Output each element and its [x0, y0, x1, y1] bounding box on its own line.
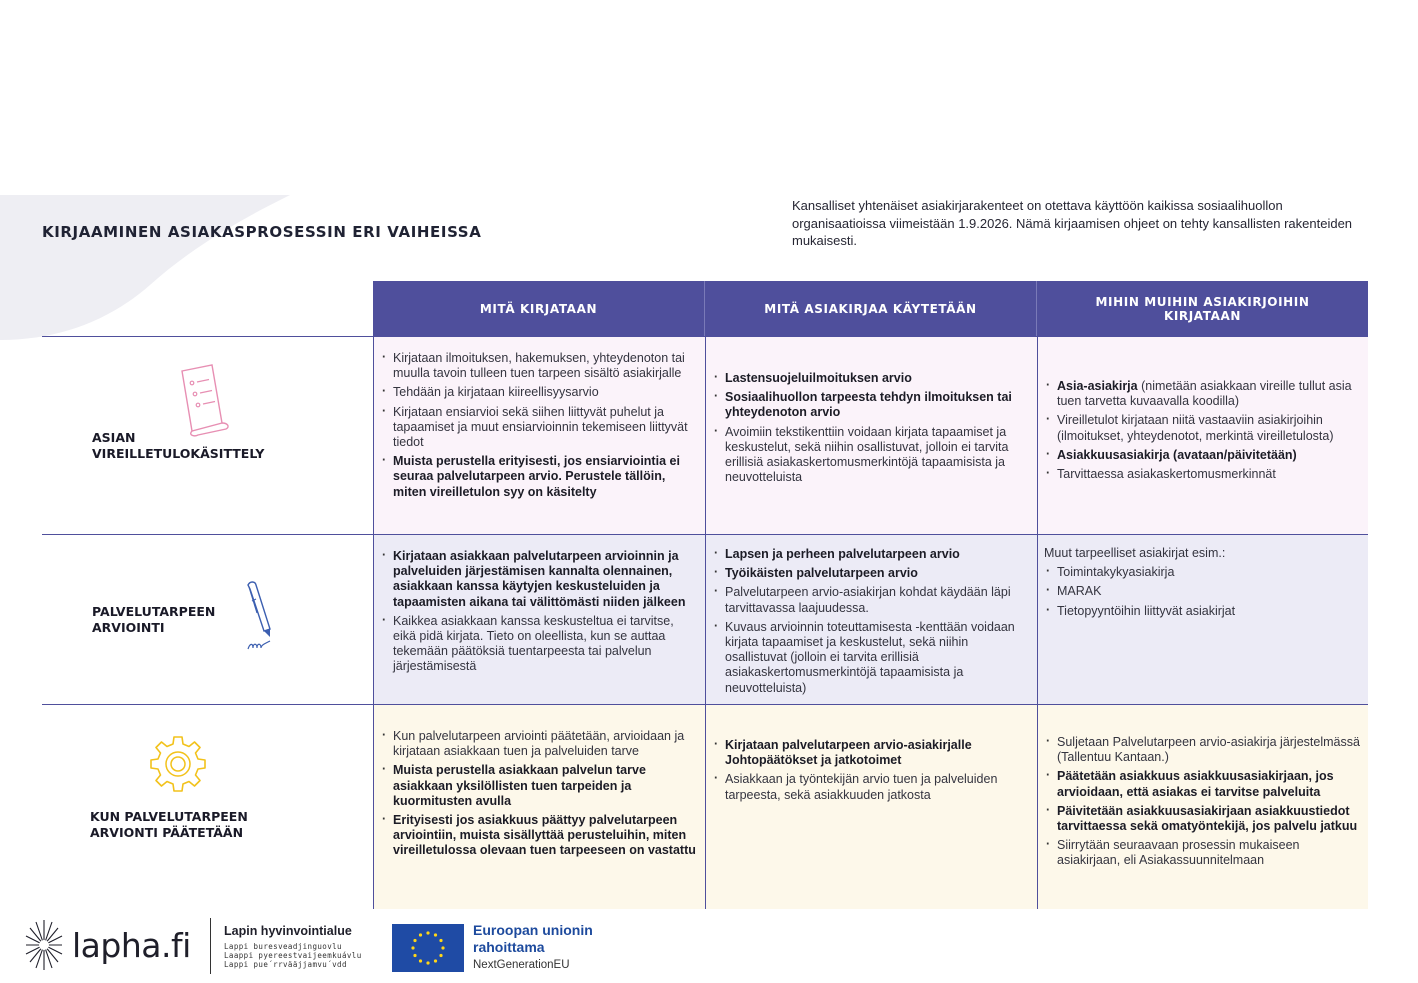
stage-cell	[42, 535, 373, 704]
region-block	[224, 924, 362, 969]
list-item: · Kuvaus arvioinnin toteuttamisesta -kenttään voidaan kirjata tapaamiset ja keskustelut, sekä niihin osallistuvat (jolloin ei tarvita erillisiä asiakaskertomusmerkintöjä tapaamisista ja neuvotteluista)	[712, 620, 1029, 696]
list-item: · Kaikkea asiakkaan kanssa keskusteltua ei tarvitse, eikä pidä kirjata. Tieto on oleellista, kun se auttaa tekemään päätöksiä tuentarpeesta tai palvelun järjestämisestä	[380, 614, 697, 675]
sunburst-icon	[24, 918, 64, 972]
list-item: · Erityisesti jos asiakkuus päättyy palvelutarpeen arviointiin, muista sisällyttää perusteluihin, miten vireilletulossa olevaan tuen tarpeeseen on vastattu	[380, 813, 697, 859]
footer-divider	[210, 918, 211, 974]
eu-line: NextGenerationEU	[473, 959, 570, 971]
list-item: · Vireilletulot kirjataan niitä vastaaviin asiakirjoihin (ilmoitukset, yhteydenotot, merkintä vireilletulosta)	[1044, 413, 1360, 443]
list-item: · Avoimiin tekstikenttiin voidaan kirjata tapaamiset ja keskustelut, sekä niihin osallistuvat, jolloin ei tarvita erillisiä asiakaskertomusmerkintöjä tapaamisista ja neuvotteluista	[712, 425, 1029, 486]
list-item: · Kirjataan palvelutarpeen arvio-asiakirjalle Johtopäätökset ja jatkotoimet	[712, 738, 1029, 768]
list-item: · Kirjataan ilmoituksen, hakemuksen, yhteydenoton tai muulla tavoin tulleen tuen tarpeen sisältö asiakirjalle	[380, 351, 697, 381]
list-item: · Asiakkuusasiakirja (avataan/päivitetään)	[1044, 448, 1360, 463]
cell-other-documents	[1037, 337, 1368, 534]
background-shape	[0, 0, 300, 340]
list-item: · Lastensuojeluilmoituksen arvio	[712, 371, 1029, 386]
list-item: · Asiakkaan ja työntekijän arvio tuen ja palveluiden tarpeesta, sekä asiakkuuden jatkosta	[712, 772, 1029, 802]
table-row	[42, 704, 1368, 909]
list-item: · Muista perustella erityisesti, jos ensiarviointia ei seuraa palvelutarpeen arvio. Perustele tällöin, miten vireilletulon syy on käsitelty	[380, 454, 697, 500]
region-sub-line: Lappi pue´rrvääjjamvu´vdd	[224, 960, 347, 969]
list-item	[1044, 379, 1360, 409]
list-item: · Päätetään asiakkuus asiakkuusasiakirjaan, jos arvioidaan, että asiakas ei tarvitse palveluita	[1044, 769, 1360, 799]
intro-text: Kansalliset yhtenäiset asiakirjarakenteet on otettava käyttöön kaikissa sosiaalihuollon organisaatioissa viimeistään 1.9.2026. Nämä kirjaamisen ohjeet on tehty kansallisten rakenteiden mukaisesti.	[792, 198, 1353, 248]
list-item: · Kun palvelutarpeen arviointi päätetään, arvioidaan ja kirjataan asiakkaan tuen ja palveluiden tarve	[380, 729, 697, 759]
stage-cell	[42, 705, 373, 909]
list-item: · Tarvittaessa asiakaskertomusmerkinnät	[1044, 467, 1360, 482]
eu-line: rahoittama	[473, 939, 545, 955]
header-which-document: MITÄ ASIAKIRJAA KÄYTETÄÄN	[705, 281, 1037, 337]
cell-which-document	[705, 705, 1037, 909]
table-row	[42, 336, 1368, 534]
header-what-recorded: MITÄ KIRJATAAN	[373, 281, 705, 337]
logo-text: lapha.fi	[72, 925, 191, 965]
cell-other-documents	[1037, 705, 1368, 909]
eu-line: Euroopan unionin	[473, 922, 593, 938]
table-row	[42, 534, 1368, 704]
eu-funding-text	[473, 922, 593, 971]
list-item: · Toimintakykyasiakirja	[1044, 565, 1360, 580]
region-name: Lapin hyvinvointialue	[224, 924, 352, 938]
document-description: (nimetään asiakkaan vireille tullut asia tuen tarvetta kuvaavalla koodilla)	[1057, 379, 1352, 409]
stage-label: PALVELUTARPEEN ARVIOINTI	[92, 604, 216, 635]
list-item: · Sosiaalihuollon tarpeesta tehdyn ilmoituksen tai yhteydenoton arvio	[712, 390, 1029, 420]
eu-flag-icon	[392, 924, 464, 972]
cell-what-recorded	[373, 337, 705, 534]
document-checklist-icon	[178, 363, 238, 439]
list-item: · Palvelutarpeen arvio-asiakirjan kohdat käydään läpi tarvittavassa laajuudessa.	[712, 585, 1029, 615]
region-sub-line: Laappi pyereestvaijeemkuávlu	[224, 951, 362, 960]
list-lead: Muut tarpeelliset asiakirjat esim.:	[1044, 546, 1226, 560]
table-header	[373, 281, 1368, 337]
region-sub-line: Lappi buresveadjinguovlu	[224, 942, 342, 951]
cell-what-recorded	[373, 705, 705, 909]
stage-label: ASIAN VIREILLETULOKÄSITTELY	[92, 430, 265, 461]
list-item: · Tietopyyntöihin liittyvät asiakirjat	[1044, 604, 1360, 619]
list-item: · Muista perustella asiakkaan palvelun tarve asiakkaan yksilöllisten tuen tarpeiden ja kuormitusten avulla	[380, 763, 697, 809]
list-item: · Siirrytään seuraavaan prosessin mukaiseen asiakirjaan, eli Asiakassuunnitelmaan	[1044, 838, 1360, 868]
cell-what-recorded	[373, 535, 705, 704]
cell-other-documents	[1037, 535, 1368, 704]
document-name: Asia-asiakirja	[1057, 379, 1138, 393]
cell-which-document	[705, 337, 1037, 534]
header-other-documents: MIHIN MUIHIN ASIAKIRJOIHIN KIRJATAAN	[1095, 295, 1310, 323]
list-item: · Kirjataan asiakkaan palvelutarpeen arvioinnin ja palveluiden järjestämisen kannalta olennainen, asiakkaan kanssa käytyjen keskusteluiden ja tapaamisten aikana tai välittömästi niiden jälkeen	[380, 549, 697, 610]
stage-label: KUN PALVELUTARPEEN ARVIONTI PÄÄTETÄÄN	[90, 809, 248, 840]
list-item: · Lapsen ja perheen palvelutarpeen arvio	[712, 547, 1029, 562]
list-item: · Tehdään ja kirjataan kiireellisyysarvio	[380, 385, 697, 400]
cell-which-document	[705, 535, 1037, 704]
list-item: · Suljetaan Palvelutarpeen arvio-asiakirja järjestelmässä (Tallentuu Kantaan.)	[1044, 735, 1360, 765]
list-item: · MARAK	[1044, 584, 1360, 599]
lapha-logo[interactable]	[24, 918, 191, 972]
stage-cell	[42, 337, 373, 534]
list-item: · Kirjataan ensiarvioi sekä siihen liittyvät puhelut ja tapaamiset ja muut ensiarvioinnin tekemiseen liittyvät tiedot	[380, 405, 697, 451]
page-title: KIRJAAMINEN ASIAKASPROSESSIN ERI VAIHEISSA	[42, 223, 482, 241]
list-item: · Päivitetään asiakkuusasiakirjaan asiakkuustiedot tarvittaessa sekä omatyöntekijä, jos palvelu jatkuu	[1044, 804, 1360, 834]
list-item: · Työikäisten palvelutarpeen arvio	[712, 566, 1029, 581]
gear-icon	[146, 733, 210, 797]
footer	[0, 912, 1418, 982]
